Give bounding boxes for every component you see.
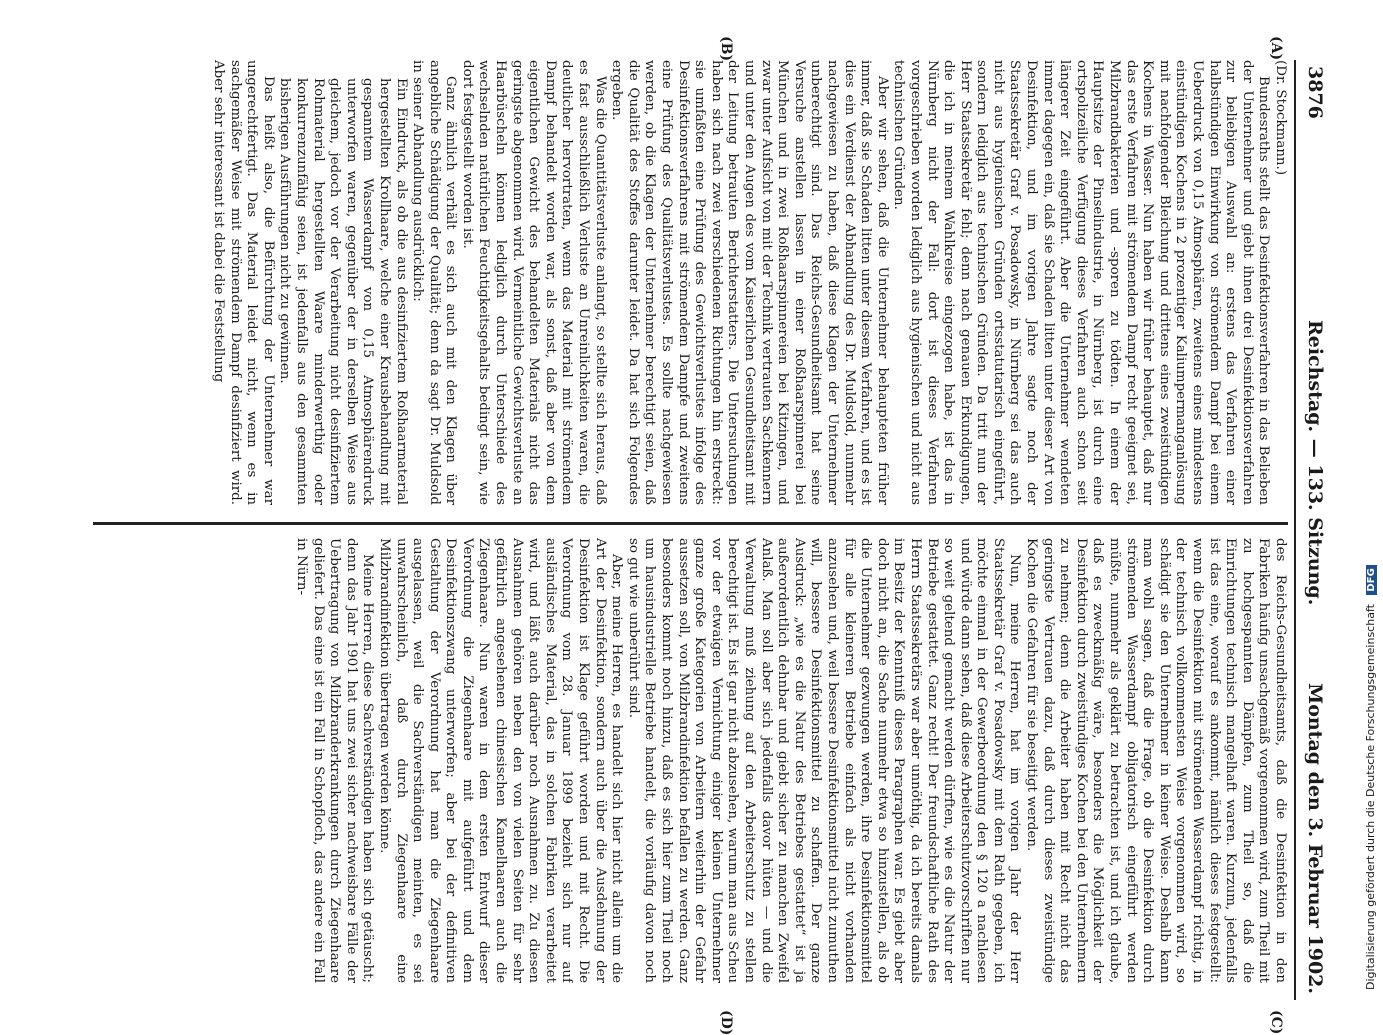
rotated-page <box>80 36 1330 1035</box>
margin-mark-a: (A) <box>1268 36 1284 61</box>
paragraph: Ganz ähnlich verhält es sich auch mit den Klagen über angebliche Schädigung der Qualität; denn da sagt Dr. Muldsold in seiner Abhandlung ausdrücklich: <box>410 60 459 505</box>
margin-mark-b: (B) <box>718 36 734 62</box>
speaker-label: (Dr. Stockmann.) <box>1273 60 1288 176</box>
page-number: 3876 <box>1304 66 1326 119</box>
margin-mark-d: (D) <box>718 1010 734 1035</box>
paragraph: Nun, meine Herren, hat im vorigen Jahr der Herr Staatssekretär Graf v. Posadowsky mit dem Rath gegeben, ich möchte einmal in der Gewerbeordnung den § 120 a nachlesen und würde dann sehen, daß diese Arbeiterschutzvorschriften nur so weit geltend gemacht werden dürften, wie es die Natur der Betriebe gestattet. Ganz recht! Der freundschaftliche Rath des Herrn Staatssekretärs war aber unnöthig, da ich bereits damals im Besitz der Kenntniß dieses Paragraphen war. Es giebt aber doch nicht an, die Sache nunmehr etwa so hinzustellen, als ob die Unternehmer gezwungen werden, ihre Desinfektionsmittel für alle kleineren Betriebe einfach als nicht vorhanden anzusehen und, weil bessere Desinfektionsmittel nicht zumuthen will, bessere Desinfektionsmittel zu schaffen. Der ganze Ausdruck: „wie es die Natur des Betriebes gestattet“ ist ja außerordentlich dehnbar und giebt sicher zu manchen Zweifel Anlaß. Man soll aber sich jedenfalls davor hüten — und die Verwaltung muß ziehung auf den Arbeiterschutz zu stellen berechtigt ist. Es ist gar nicht abzusehen, warum man aus Scheu vor der etwaigen Vernichtung einiger kleinen Unternehmer ganze große Kategorien von Arbeitern weiterhin der Gefahr aussetzen soll, von Milzbrandinfektion befallen zu werden. Ganz besonders kommt noch hinzu, daß es sich hier zum Theil noch um hausindustrielle Betriebe handelt, die vorläufig davon noch so gut wie unberührt sind. <box>625 538 1023 983</box>
column-divider <box>93 522 1288 525</box>
margin-mark-c: (C) <box>1268 1010 1284 1035</box>
page-header <box>1296 60 1330 1000</box>
paragraph: Was die Quantitätsverluste anlangt, so stellte sich heraus, daß es fast ausschließlich Verluste an Unreinlichkeiten waren, die deutlicher hervortraten, wenn das Material mit strömendem Dampf behandelt worden war, als sonst, daß aber von dem eigentlichen Gewicht des behandelten Materials nicht das geringste abgenommen wird. Vermeintliche Gewichtsverluste an Haarbüscheln können lediglich durch Unterschiede des wechselnden natürlichen Feuchtigkeitsgehalts bedingt sein, wie dort festgestellt worden ist. <box>459 60 608 505</box>
paragraph: des Reichs-Gesundheitsamts, daß die Desinfektion in den Fabriken häufig unsachgemäß vorgenommen wird, zum Theil mit zu hochgespannten Dämpfen, zum Theil so, daß die Einrichtungen technisch mangelhaft waren. Kurzum, jedenfalls ist das eine, worauf es ankommt, nämlich dieses festgestellt: wenn die Desinfektion mit strömenden Wasserdampf richtig, in der technisch vollkommensten Weise vorgenommen wird, so schädigt sie den Unternehmer in keiner Weise. Deshalb kann man wohl sagen, daß die Frage, ob die Desinfektion durch strömenden Wasserdampf obligatorisch eingeführt werden müßte, nunmehr als geklärt zu betrachten ist, und ich glaube, daß es zweckmäßig wäre, besonders die Möglichkeit der Desinfektion durch zweistündiges Kochen bei den Unternehmern zu nehmen; denn die Arbeiter haben mit Recht nicht das geringste Vertrauen dazu, daß durch dieses zweistündige Kochen die Gefahren für sie beseitigt werden. <box>1024 538 1288 983</box>
left-column <box>88 60 1288 505</box>
paragraph: Meine Herren, diese Sachverständigen haben sich getäuscht; denn das Jahr 1901 hat uns zwei sicher nachweisbare Fälle der Uebertragung von Milzbranderkrankungen durch Ziegenhaare geliefert. Das eine ist ein Fall in Schopfloch, das andere ein Fall in Nürn- <box>293 538 376 983</box>
right-column <box>88 538 1288 983</box>
credit-text: Digitalisierung gefördert durch die Deutsche Forschungsgemeinschaft <box>1364 604 1377 990</box>
paragraph: Bundesraths stellt das Desinfektionsverfahren in das Belieben der Unternehmer und giebt ihnen drei Desinfektionsverfahren zur beliebigen Auswahl an: erstens das Verfahren einer halbstündigen Einwirkung von strömendem Dampf bei einem Ueberdruck von 0,15 Atmosphären, zweitens eines mindestens einstündigen Kochens in 2 prozentiger Kaliumpermanganlösung mit nachfolgender Bleichung und drittens eines zweistündigen Kochens in Wasser. Nun haben wir früher behauptet, daß nur das erste Verfahren mit strömendem Dampf recht geeignet sei, Milzbrandbakterien und -sporen zu tödten. In einem der Hauptsitze der Pinselindustrie, in Nürnberg, ist durch eine ortspolizeiliche Verfügung dieses Verfahren auch schon seit längerer Zeit eingeführt. Aber die Unternehmer wendeten immer dagegen ein, daß sie Schaden litten unter dieser Art von Desinfektion, und im vorigen Jahre sagte noch der Staatssekretär Graf v. Posadowsky, in Nürnberg sei das auch nicht aus hygienischen Gründen ortsstatutarisch eingeführt, sondern lediglich aus technischen Gründen. Da tritt nun der Herr Staatssekretär fehl; denn nach genauen Erkundigungen, die ich in meinem Wahlkreise eingezogen habe, ist das in Nürnberg nicht der Fall: dort ist dieses Verfahren vorgeschrieben worden lediglich aus hygienischen und nicht aus technischen Gründen. <box>891 60 1272 505</box>
session-date: Montag den 3. Februar 1902. <box>1304 683 1326 994</box>
paragraph: Aber wir sehen, daß die Unternehmer behaupteten früher immer, daß sie Schaden litten unter diesem Verfahren, und es ist dies ein Verdienst der Abhandlung des Dr. Muldsold, nunmehr nachgewiesen zu haben, daß diese Klagen der Unternehmer unberechtigt sind. Das Reichs-Gesundheitsamt hat seine Versuche anstellen lassen in einer Roßhaarspinnerei bei München und in zwei Roßhaarspinnereien bei Kitzingen, und zwar unter Aufsicht von mit der Technik vertrauten Sachkennern und unter den Augen des vom Kaiserlichen Gesundheitsamt mit der Leitung betrauten Berichterstatters. Die Untersuchungen haben sich nach zwei verschiedenen Richtungen hin erstreckt: sie umfaßten eine Prüfung des Gewichtsverlustes infolge des Desinfektionsverfahrens mit strömendem Dampfe und zweitens eine Prüfung des Qualitätsverlustes. Es sollte nachgewiesen werden, ob die Klagen der Unternehmer berechtigt seien, daß die Qualität des Stoffes darunter leidet. Da hat sich Folgendes ergeben. <box>609 60 890 505</box>
session-title: Reichstag. — 133. Sitzung. <box>1304 320 1326 606</box>
dfg-logo: DFG <box>1366 565 1377 594</box>
block-quote: Ein Eindruck, als ob die aus desinfiziertem Roßhaarmaterial hergestellten Krollhaare, welche einer Krausbehandlung mit gespanntem Wasserdampf von 0,15 Atmosphärendruck unterworfen waren, gegenüber der in derselben Weise aus gleichem, jedoch vor der Verarbeitung nicht desinfiziertem Rohmaterial hergestellten Waare minderwerthig oder konkurrenzunfähig seien, ist jedenfalls aus den gesammten bisherigen Ausführungen nicht zu gewinnen. <box>277 78 409 505</box>
paragraph: Aber, meine Herren, es handelt sich hier nicht allein um die Art der Desinfektion, sondern auch über die Ausdehnung der Desinfektion ist Klage geführt worden und mit Recht. Die Verordnung vom 28. Januar 1899 bezieht sich nur auf ausländisches Material, das in solchen Fabriken verarbeitet wird, und läßt auch darüber noch Ausnahmen zu. Zu diesen Ausnahmen gehören neben den von vielen Seiten für sehr gefährlich angesehenen chinesischen Kamelhaaren auch die Ziegenhaare. Nun waren in dem ersten Entwurf dieser Verordnung die Ziegenhaare mit aufgeführt und dem Desinfektionszwang unterworfen; aber bei der definitiven Gestaltung der Verordnung hat man die Ziegenhaare ausgelassen, weil die Sachverständigen meinten, es sei unwahrscheinlich, daß durch Ziegenhaare eine Milzbrandinfektion übertragen werden könne. <box>376 538 625 983</box>
paragraph: Das heißt also, die Befürchtung der Unternehmer war ungerechtfertigt. Das Material leidet nicht, wenn es in sachgemäßer Weise mit strömendem Dampf desinfiziert wird. Aber sehr interessant ist dabei die Feststellung <box>211 60 276 505</box>
header-rule <box>1294 60 1296 1000</box>
digitization-credit <box>1360 0 1380 1000</box>
